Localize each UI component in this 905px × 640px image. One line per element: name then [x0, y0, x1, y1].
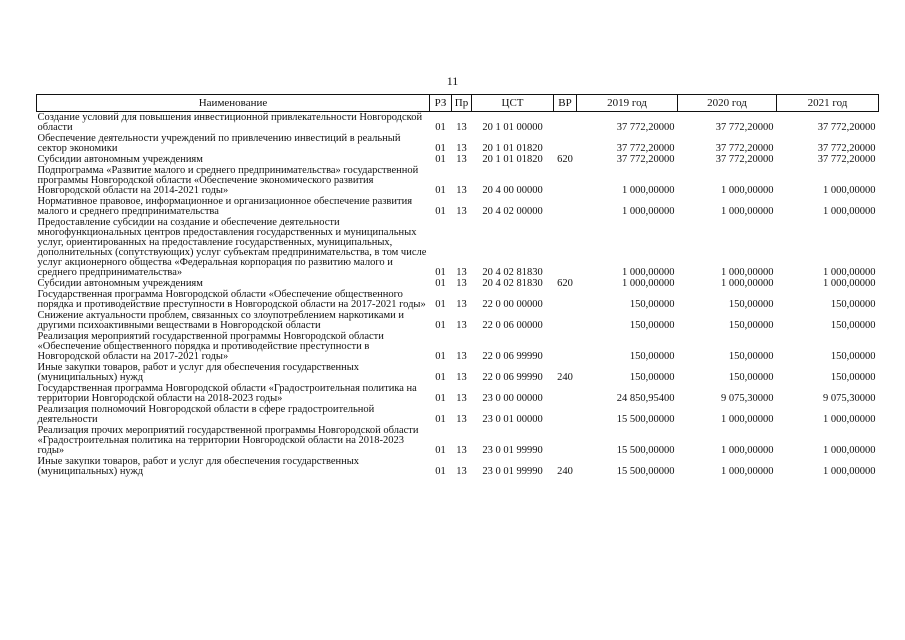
row-pr: 13 [456, 414, 467, 425]
row-name: Иные закупки товаров, работ и услуг для обеспечения государственных (муниципальных) нужд [37, 362, 360, 383]
row-value-2020: 150,00000 [728, 372, 774, 383]
row-pr: 13 [456, 320, 467, 331]
row-vr: 240 [557, 372, 573, 383]
table-row [37, 217, 879, 278]
table-row [37, 362, 879, 383]
row-name: Субсидии автономным учреждениям [37, 278, 203, 289]
row-vr [554, 289, 577, 310]
row-vr [554, 196, 577, 217]
row-rz: 01 [435, 466, 446, 477]
row-rz: 01 [435, 185, 446, 196]
table-row [37, 383, 879, 404]
table-header-row [37, 95, 879, 112]
row-value-2021: 150,00000 [830, 372, 876, 383]
row-value-2021: 1 000,00000 [823, 445, 876, 456]
row-value-2020: 150,00000 [728, 299, 774, 310]
row-rz: 01 [435, 143, 446, 154]
row-pr: 13 [456, 299, 467, 310]
row-rz: 01 [435, 351, 446, 362]
table-row [37, 165, 879, 196]
row-value-2021: 37 772,20000 [817, 122, 876, 133]
row-value-2019: 15 500,00000 [616, 445, 675, 456]
row-cst: 20 4 02 81830 [482, 278, 543, 289]
row-value-2020: 9 075,30000 [721, 393, 774, 404]
row-cst: 20 4 00 00000 [482, 185, 543, 196]
row-value-2019: 37 772,20000 [616, 143, 675, 154]
row-rz: 01 [435, 206, 446, 217]
row-value-2020: 1 000,00000 [721, 185, 774, 196]
row-value-2019: 1 000,00000 [622, 278, 675, 289]
table-row [37, 154, 879, 165]
row-value-2019: 150,00000 [629, 351, 675, 362]
table-row [37, 112, 879, 134]
row-pr: 13 [456, 278, 467, 289]
header-rz: РЗ [430, 95, 452, 112]
row-value-2020: 1 000,00000 [721, 206, 774, 217]
row-value-2020: 1 000,00000 [721, 267, 774, 278]
row-rz: 01 [435, 372, 446, 383]
table-row [37, 133, 879, 154]
row-cst: 23 0 00 00000 [482, 393, 543, 404]
row-pr: 13 [456, 206, 467, 217]
row-rz: 01 [435, 267, 446, 278]
row-vr [554, 383, 577, 404]
row-rz: 01 [435, 278, 446, 289]
row-vr [554, 165, 577, 196]
row-value-2020: 150,00000 [728, 351, 774, 362]
row-value-2019: 150,00000 [629, 372, 675, 383]
row-value-2021: 1 000,00000 [823, 278, 876, 289]
row-cst: 23 0 01 99990 [482, 445, 543, 456]
row-pr: 13 [456, 154, 467, 165]
row-vr [554, 310, 577, 331]
row-name: Государственная программа Новгородской области «Градостроительная политика на территории Новгородской области на 2018-2023 годы» [37, 383, 417, 404]
table-row [37, 404, 879, 425]
page-number: 11 [446, 74, 459, 88]
header-cst: ЦСТ [472, 95, 554, 112]
header-pr: Пр [452, 95, 472, 112]
row-vr: 620 [557, 154, 573, 165]
row-cst: 20 1 01 00000 [482, 122, 543, 133]
row-value-2021: 150,00000 [830, 299, 876, 310]
row-cst: 22 0 06 99990 [482, 351, 543, 362]
table-row [37, 310, 879, 331]
row-value-2020: 37 772,20000 [715, 143, 774, 154]
row-value-2020: 150,00000 [728, 320, 774, 331]
row-name: Реализация прочих мероприятий государственной программы Новгородской области «Градостроительная политика на территории Новгородской области на 2018-2023 годы» [37, 425, 419, 456]
row-cst: 20 4 02 00000 [482, 206, 543, 217]
row-rz: 01 [435, 122, 446, 133]
row-value-2021: 1 000,00000 [823, 185, 876, 196]
row-name: Государственная программа Новгородской области «Обеспечение общественного порядка и противодействие преступности в Новгородской области на 2017-2021 годы» [37, 289, 426, 310]
row-cst: 22 0 06 99990 [482, 372, 543, 383]
row-vr: 620 [557, 278, 573, 289]
budget-table [36, 94, 879, 477]
row-name: Снижение актуальности проблем, связанных со злоупотреблением наркотиками и другими психоактивными веществами в Новгородской области [37, 310, 404, 331]
table-row [37, 289, 879, 310]
row-pr: 13 [456, 372, 467, 383]
table-row [37, 425, 879, 456]
row-name: Реализация мероприятий государственной программы Новгородской области «Обеспечение общественного порядка и противодействие преступности в Новгородской области на 2017-2021 годы» [37, 331, 384, 362]
row-rz: 01 [435, 393, 446, 404]
row-name: Нормативное правовое, информационное и организационное обеспечение развития малого и среднего предпринимательства [37, 196, 413, 217]
row-vr [554, 404, 577, 425]
row-vr [554, 217, 577, 278]
row-value-2021: 150,00000 [830, 320, 876, 331]
row-pr: 13 [456, 466, 467, 477]
row-cst: 23 0 01 99990 [482, 466, 543, 477]
table-body [37, 112, 879, 478]
row-value-2019: 1 000,00000 [622, 185, 675, 196]
row-rz: 01 [435, 445, 446, 456]
row-value-2019: 150,00000 [629, 320, 675, 331]
row-vr [554, 133, 577, 154]
row-value-2019: 1 000,00000 [622, 267, 675, 278]
row-pr: 13 [456, 185, 467, 196]
row-rz: 01 [435, 154, 446, 165]
row-value-2020: 1 000,00000 [721, 414, 774, 425]
row-value-2020: 1 000,00000 [721, 445, 774, 456]
row-vr: 240 [557, 466, 573, 477]
row-value-2020: 1 000,00000 [721, 278, 774, 289]
row-pr: 13 [456, 445, 467, 456]
row-name: Подпрограмма «Развитие малого и среднего предпринимательства» государственной программы Новгородской области «Обеспечение экономического развития Новгородской области на 2014-2021 годы» [37, 165, 419, 196]
row-value-2019: 37 772,20000 [616, 154, 675, 165]
row-cst: 20 1 01 01820 [482, 143, 543, 154]
row-value-2021: 150,00000 [830, 351, 876, 362]
row-value-2021: 1 000,00000 [823, 206, 876, 217]
header-2021: 2021 год [777, 95, 879, 112]
row-vr [554, 331, 577, 362]
row-value-2021: 1 000,00000 [823, 267, 876, 278]
row-pr: 13 [456, 122, 467, 133]
row-rz: 01 [435, 414, 446, 425]
table-row [37, 456, 879, 477]
row-cst: 20 4 02 81830 [482, 267, 543, 278]
header-vr: ВР [554, 95, 577, 112]
row-value-2019: 15 500,00000 [616, 466, 675, 477]
row-pr: 13 [456, 393, 467, 404]
row-vr [554, 112, 577, 134]
row-rz: 01 [435, 320, 446, 331]
row-name: Реализация полномочий Новгородской области в сфере градостроительной деятельности [37, 404, 375, 425]
row-name: Иные закупки товаров, работ и услуг для обеспечения государственных (муниципальных) нужд [37, 456, 360, 477]
row-rz: 01 [435, 299, 446, 310]
row-cst: 22 0 06 00000 [482, 320, 543, 331]
row-value-2020: 37 772,20000 [715, 154, 774, 165]
row-cst: 23 0 01 00000 [482, 414, 543, 425]
table-row [37, 278, 879, 289]
row-pr: 13 [456, 351, 467, 362]
row-value-2021: 1 000,00000 [823, 414, 876, 425]
row-value-2019: 15 500,00000 [616, 414, 675, 425]
row-name: Предоставление субсидии на создание и обеспечение деятельности многофункциональных центров предоставления государственных и муниципальных услуг, ориентированных на предоставление государственных, муниципальных, дополнительных (сопутствующих) услуг субъектам предпринимательства, в том числе услуг акционерного общества «Федеральная корпорация по развитию малого и среднего предпринимательства» [37, 217, 427, 278]
row-value-2021: 37 772,20000 [817, 154, 876, 165]
row-value-2021: 9 075,30000 [823, 393, 876, 404]
header-2019: 2019 год [577, 95, 678, 112]
row-value-2019: 1 000,00000 [622, 206, 675, 217]
row-cst: 22 0 00 00000 [482, 299, 543, 310]
row-name: Создание условий для повышения инвестиционной привлекательности Новгородской области [37, 112, 423, 133]
row-value-2020: 37 772,20000 [715, 122, 774, 133]
table-row [37, 331, 879, 362]
row-value-2021: 1 000,00000 [823, 466, 876, 477]
row-pr: 13 [456, 267, 467, 278]
row-pr: 13 [456, 143, 467, 154]
row-value-2020: 1 000,00000 [721, 466, 774, 477]
header-2020: 2020 год [678, 95, 777, 112]
row-name: Субсидии автономным учреждениям [37, 154, 203, 165]
row-value-2021: 37 772,20000 [817, 143, 876, 154]
header-name: Наименование [37, 95, 430, 112]
table-row [37, 196, 879, 217]
row-value-2019: 150,00000 [629, 299, 675, 310]
row-vr [554, 425, 577, 456]
row-name: Обеспечение деятельности учреждений по привлечению инвестиций в реальный сектор экономики [37, 133, 401, 154]
row-cst: 20 1 01 01820 [482, 154, 543, 165]
row-value-2019: 37 772,20000 [616, 122, 675, 133]
row-value-2019: 24 850,95400 [616, 393, 675, 404]
